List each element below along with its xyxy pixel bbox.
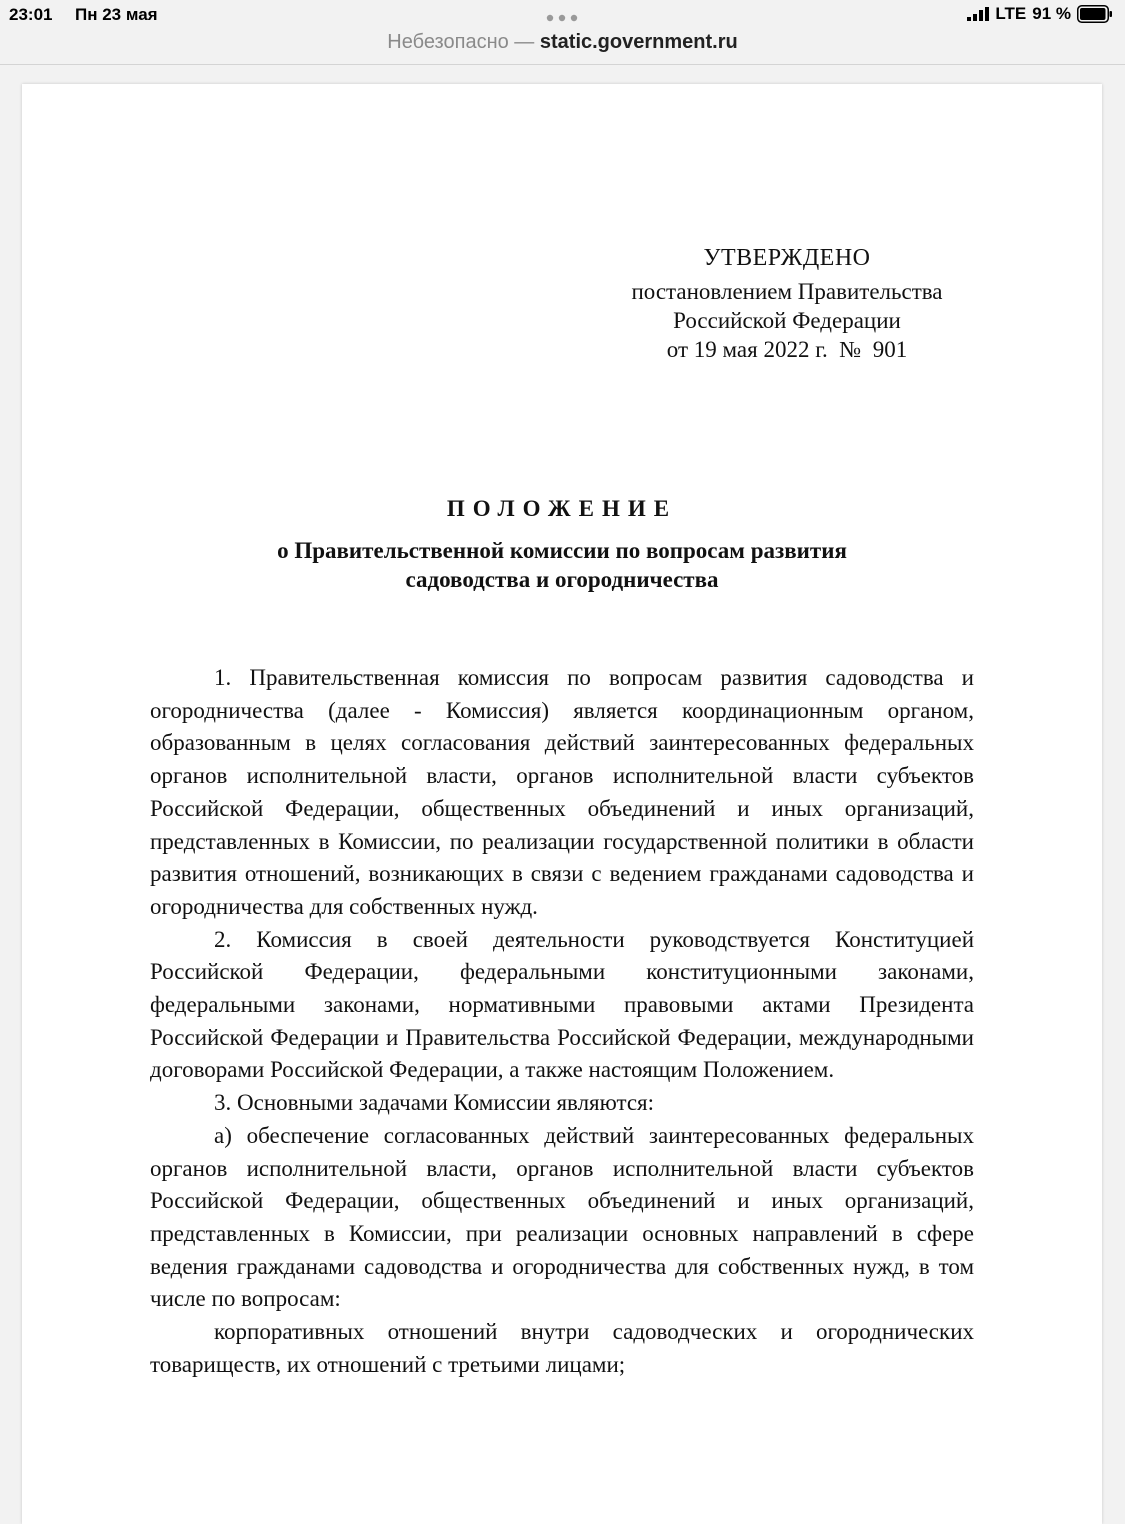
address-domain: static.government.ru xyxy=(539,31,738,53)
address-bar[interactable] xyxy=(0,28,1125,64)
paragraph-1: 1. Правительственная комиссия по вопросам развития садоводства и огородничества (далее - Комиссия) является координационным органом, образованным в целях согласования действий заинтересованных федеральных органов исполнительной власти, органов исполнительной власти субъектов Российской Федерации, общественных объединений и иных организаций, представленных в Комиссии, по реализации государственной политики в области развития отношений, возникающих в связи с ведением гражданами садоводства и огородничества для собственных нужд. xyxy=(150,665,974,919)
approval-line-2: Российской Федерации xyxy=(673,308,901,333)
battery-icon xyxy=(1077,5,1113,23)
approval-line-3: от 19 мая 2022 г. № 901 xyxy=(666,337,908,362)
more-dots-icon[interactable] xyxy=(546,14,578,22)
document-subtitle xyxy=(222,536,902,594)
status-time: 23:01 xyxy=(9,5,53,24)
approval-line-1: постановлением Правительства xyxy=(631,279,943,304)
paragraph-3: 3. Основными задачами Комиссии являются: xyxy=(214,1090,655,1116)
document-body xyxy=(150,662,974,1381)
paragraph-2: 2. Комиссия в своей деятельности руководствуется Конституцией Российской Федерации, федеральными конституционными законами, федеральными законами, нормативными правовыми актами Президента Российской Федерации и Правительства Российской Федерации, международными договорами Российской Федерации, а также настоящим Положением. xyxy=(150,926,974,1083)
subtitle-line-1: о Правительственной комиссии по вопросам развития xyxy=(277,538,847,563)
network-type: LTE xyxy=(995,4,1027,23)
document-page xyxy=(22,84,1102,1524)
approval-heading: УТВЕРЖДЕНО xyxy=(703,245,871,271)
approval-stamp xyxy=(612,244,962,364)
paragraph-3a-item: корпоративных отношений внутри садоводческих и огороднических товариществ, их отношений с третьими лицами; xyxy=(150,1319,974,1377)
status-indicators xyxy=(967,4,1113,24)
status-bar xyxy=(0,0,1125,30)
insecure-label: Небезопасно — xyxy=(387,31,535,53)
toolbar-divider xyxy=(0,64,1125,65)
battery-percent: 91 % xyxy=(1032,4,1071,23)
status-date: Пн 23 мая xyxy=(75,5,158,24)
subtitle-line-2: садоводства и огородничества xyxy=(405,567,719,592)
signal-bars-icon xyxy=(967,7,989,21)
document-title: ПОЛОЖЕНИЕ xyxy=(446,496,678,521)
paragraph-3a: а) обеспечение согласованных действий заинтересованных федеральных органов исполнительной власти, органов исполнительной власти субъектов Российской Федерации, общественных объединений и иных организаций, представленных в Комиссии, при реализации основных направлений в сфере ведения гражданами садоводства и огородничества для собственных нужд, в том числе по вопросам: xyxy=(150,1122,974,1312)
